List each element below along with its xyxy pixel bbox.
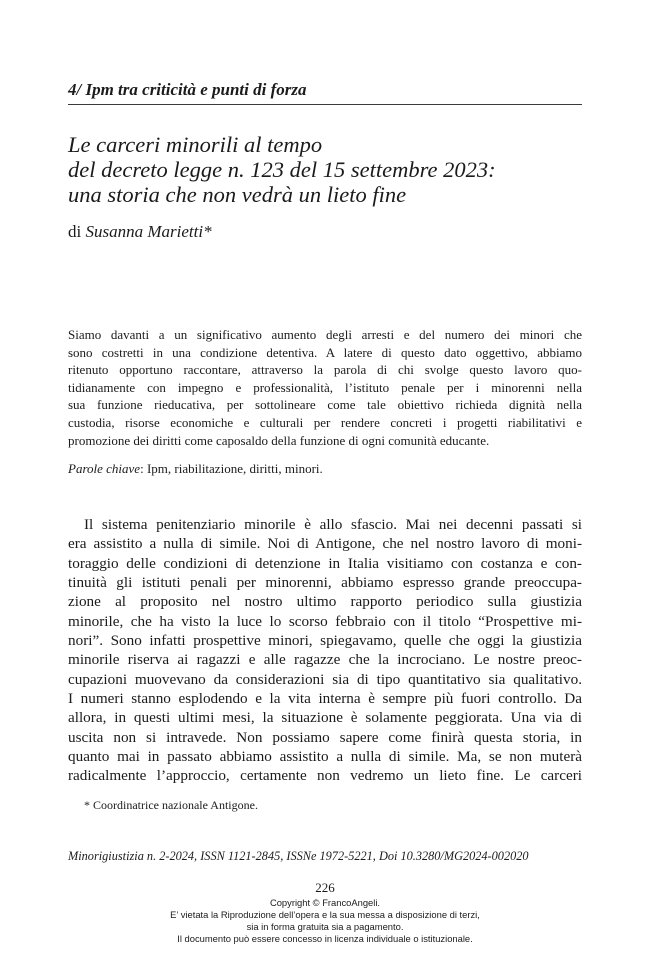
- copyright-line: E’ vietata la Riproduzione dell’opera e la sua messa a disposizione di terzi,: [170, 909, 480, 920]
- body-line: tinuità gli istituti penali per minorenni, abbiamo espresso grande preoccupa-: [68, 574, 582, 592]
- abstract-line: custodia, risorse economiche e culturali per rendere concreti i progetti riabilitativi e: [68, 414, 582, 430]
- byline: [68, 222, 212, 242]
- body-line: cupazioni muovevano da considerazioni sia di tipo quantitativo sia qualitativo.: [68, 670, 582, 688]
- copyright-line: sia in forma gratuita sia a pagamento.: [246, 921, 404, 932]
- body-line: I numeri stanno esplodendo e la vita interna è sempre più fuori controllo. Da: [68, 690, 582, 708]
- body-line: quanto mai in passato abbiamo assistito a nulla di simile. Ma, se non muterà: [68, 748, 582, 766]
- page-number: 226: [315, 880, 335, 895]
- abstract-line: Siamo davanti a un significativo aumento degli arresti e del numero dei minori che: [68, 327, 582, 342]
- title-line: una storia che non vedrà un lieto fine: [68, 182, 407, 207]
- journal-citation: Minorigiustizia n. 2-2024, ISSN 1121-2845, ISSNe 1972-5221, Doi 10.3280/MG2024-002020: [68, 849, 529, 863]
- footnote: * Coordinatrice nazionale Antigone.: [84, 798, 258, 812]
- article-title: [68, 132, 588, 207]
- body-line: allora, in questi ultimi mesi, la situazione è solamente peggiorata. Una via di: [68, 709, 582, 727]
- keywords: [68, 460, 323, 477]
- body-text: [68, 515, 582, 786]
- byline-prefix: di: [68, 222, 82, 241]
- keywords-text: : Ipm, riabilitazione, diritti, minori.: [140, 461, 323, 476]
- body-line: era assistito a nulla di simile. Noi di Antigone, che nel nostro lavoro di moni-: [68, 535, 582, 553]
- abstract-line: promozione dei diritti come caposaldo della funzione di ogni comunità educante.: [68, 432, 490, 448]
- body-line: Il sistema penitenziario minorile è allo sfascio. Mai nei decenni passati si: [84, 516, 582, 533]
- body-line: radicalmente l’approccio, certamente non vedremo un lieto fine. Le carceri: [68, 767, 582, 785]
- abstract-line: tidianamente con impegno e professionalità, l’istituto penale per i minorenni nella: [68, 379, 582, 395]
- abstract: [68, 326, 582, 449]
- body-line: uscita non si intravede. Non possiamo sapere come finirà questa storia, in: [68, 728, 582, 746]
- body-line: zione al proposito nel nostro ultimo rapporto periodico sulla giustizia: [68, 593, 582, 611]
- title-line: del decreto legge n. 123 del 15 settembre 2023:: [68, 157, 496, 182]
- body-line: toraggio delle condizioni di detenzione in Italia visitiamo con costanza e con-: [68, 554, 582, 572]
- author-name: Susanna Marietti*: [85, 222, 212, 241]
- body-line: minorile riserva ai ragazzi e alle ragazze che la incrociano. Le nostre preoc-: [68, 651, 582, 669]
- copyright-line: Il documento può essere concesso in licenza individuale o istituzionale.: [177, 933, 473, 944]
- abstract-line: sua funzione rieducativa, per sottolineare come tale obiettivo richieda dignità nella: [68, 397, 582, 413]
- copyright-notice: [0, 897, 650, 945]
- title-line: Le carceri minorili al tempo: [68, 132, 323, 157]
- abstract-line: ritenuto opportuno raccontare, attraverso la parola di chi svolge questo lavoro quo-: [68, 362, 582, 378]
- copyright-line: Copyright © FrancoAngeli.: [269, 897, 381, 908]
- body-line: minorile, che ha visto la luce lo scorso febbraio con il titolo “Prospettive mi-: [68, 612, 582, 630]
- abstract-line: sono costretti in una condizione detentiva. A latere di questo dato oggettivo, abbiamo: [68, 344, 582, 360]
- body-line: nori”. Sono infatti prospettive minori, spiegavamo, quelle che oggi la giustizia: [68, 632, 582, 650]
- keywords-label: Parole chiave: [68, 461, 141, 476]
- section-heading: 4/ Ipm tra criticità e punti di forza: [68, 80, 582, 105]
